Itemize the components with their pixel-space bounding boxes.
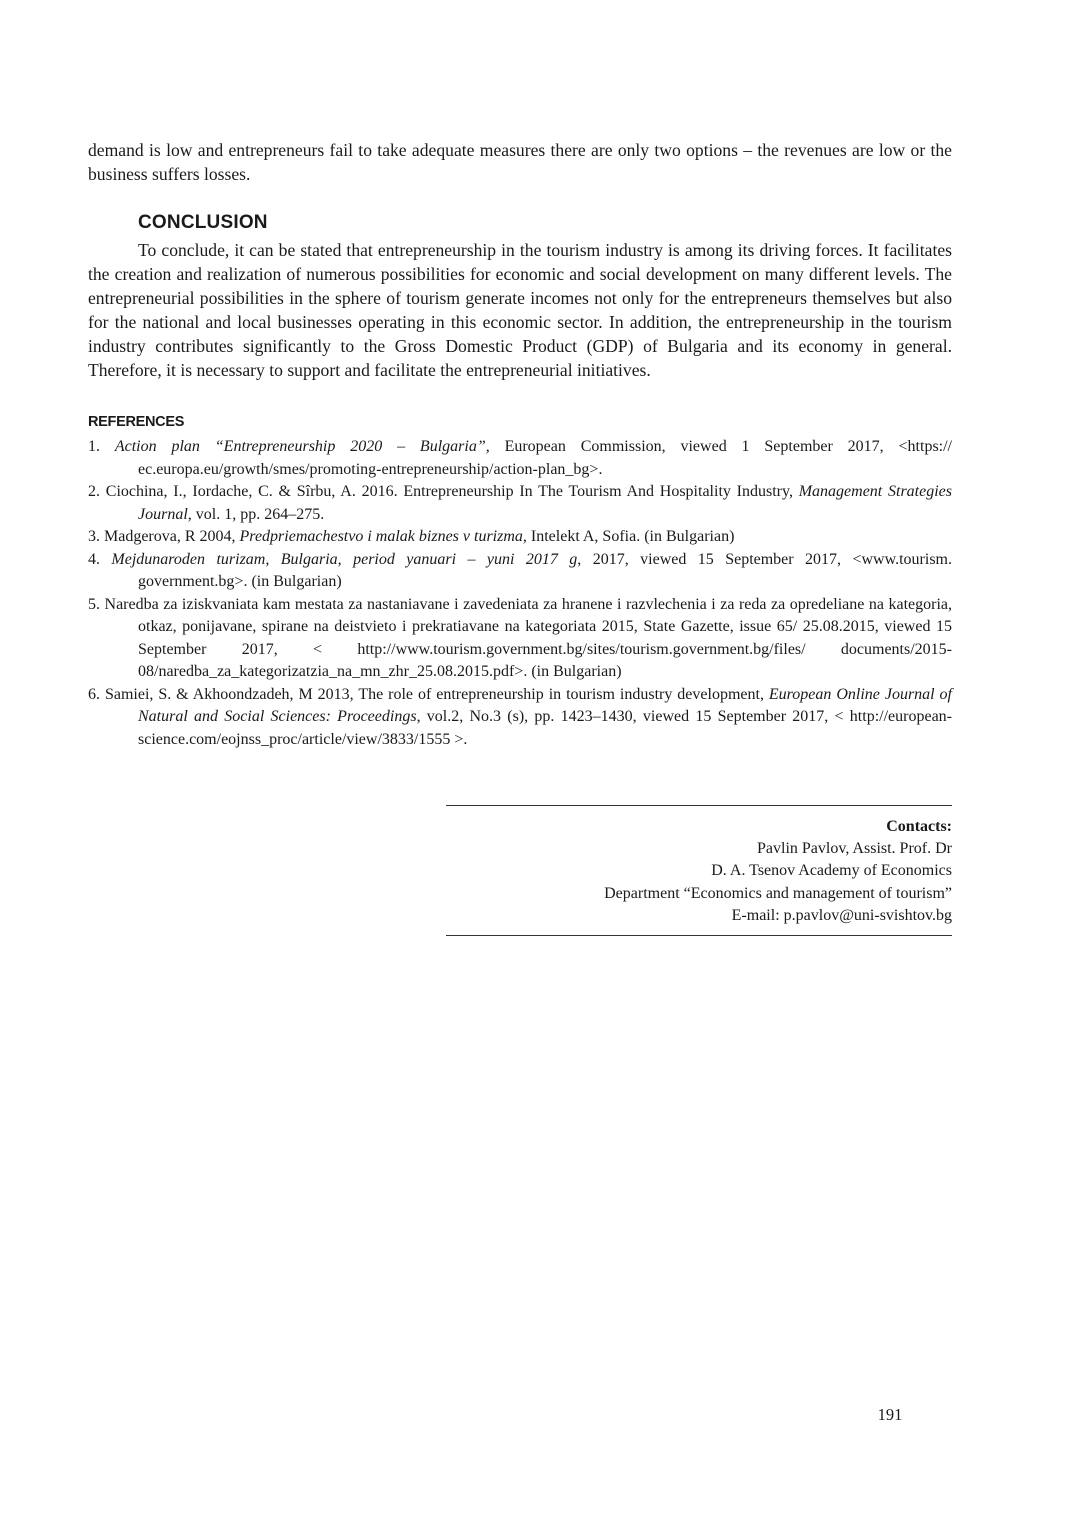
reference-number: 6. <box>88 685 100 703</box>
reference-text: , 2017, viewed 15 September 2017, <www.tourism. government.bg>. (in Bulgarian) <box>138 550 952 590</box>
intro-paragraph: demand is low and entrepreneurs fail to take adequate measures there are only two options – the revenues are low or the business suffers losses. <box>88 140 952 184</box>
page-number: 191 <box>877 1405 903 1424</box>
reference-text: Ciochina, I., Iordache, C. & Sîrbu, A. 2016. Entrepreneurship In The Tourism And Hospitality Industry, <box>105 483 799 500</box>
reference-number: 1. <box>88 438 100 455</box>
reference-item <box>88 549 952 594</box>
reference-italic: European Online Journal of Natural and Social Sciences: Proceedings <box>138 685 952 725</box>
reference-text: Madgerova, R 2004, <box>104 528 240 545</box>
contacts-title: Contacts: <box>886 818 952 835</box>
reference-italic: Mejdunaroden turizam, Bulgaria, period yanuari – yuni 2017 g <box>111 550 578 568</box>
references-heading: REFERENCES <box>88 414 185 430</box>
contact-email: E-mail: p.pavlov@uni-svishtov.bg <box>731 906 952 924</box>
page-content <box>88 138 952 751</box>
references-list <box>88 436 952 751</box>
reference-italic: Management Strategies Journal <box>138 483 952 523</box>
reference-text: , vol. 1, pp. 264–275. <box>187 505 325 523</box>
reference-text: , European Commission, viewed 1 September 2017, <https:// ec.europa.eu/growth/smes/promoting-entrepreneurship/action-plan_bg>. <box>138 438 953 478</box>
contact-name: Pavlin Pavlov, Assist. Prof. Dr <box>757 840 952 858</box>
reference-item <box>88 684 952 752</box>
reference-text: Naredba za iziskvaniata kam mestata za nastaniavane i zavedeniata za hranene i razvlechenia i za reda za opredeliane na kategoria, otkaz, ponijavane, spirane na deistvieto i prekratiavane na kategoriata 2015, State Gazette, issue 65/ 25.08.2015, viewed 15 September 2017, < http://www.tourism.government.bg/sites/tourism.government.bg/files/ documents/2015-08/naredba_za_kategorizatzia_na_mn_zhr_25.08.2015.pdf>. (in Bulgarian) <box>104 595 953 680</box>
reference-item <box>88 526 952 549</box>
conclusion-paragraph: To conclude, it can be stated that entrepreneurship in the tourism industry is among its driving forces. It facilitates the creation and realization of numerous possibilities for economic and social development on many different levels. The entrepreneurial possibilities in the sphere of tourism generate incomes not only for the entrepreneurs themselves but also for the national and local businesses operating in this economic sector. In addition, the entrepreneurship in the tourism industry contributes significantly to the Gross Domestic Product (GDP) of Bulgaria and its economy in general. Therefore, it is necessary to support and facilitate the entrepreneurial initiatives. <box>88 240 952 380</box>
reference-item <box>88 594 952 684</box>
reference-text: Samiei, S. & Akhoondzadeh, M 2013, The role of entrepreneurship in tourism industry development, <box>104 685 769 703</box>
reference-number: 2. <box>88 483 100 500</box>
contact-institution: D. A. Tsenov Academy of Economics <box>711 862 952 880</box>
reference-text: , vol.2, No.3 (s), pp. 1423–1430, viewed 15 September 2017, < http://european-science.com/eojnss_proc/article/view/3833/1555 >. <box>138 708 952 748</box>
conclusion-heading: CONCLUSION <box>138 212 268 233</box>
reference-italic: Action plan “Entrepreneurship 2020 – Bulgaria” <box>114 438 486 455</box>
contact-department: Department “Economics and management of tourism” <box>604 884 952 902</box>
reference-item <box>88 436 952 481</box>
reference-number: 3. <box>88 528 100 545</box>
reference-number: 5. <box>88 595 100 613</box>
reference-number: 4. <box>88 550 100 568</box>
contacts-block <box>446 805 952 936</box>
reference-item <box>88 481 952 526</box>
reference-italic: Predpriemachestvo i malak biznes v turizma <box>239 528 523 545</box>
reference-text: , Intelekt A, Sofia. (in Bulgarian) <box>522 528 735 545</box>
